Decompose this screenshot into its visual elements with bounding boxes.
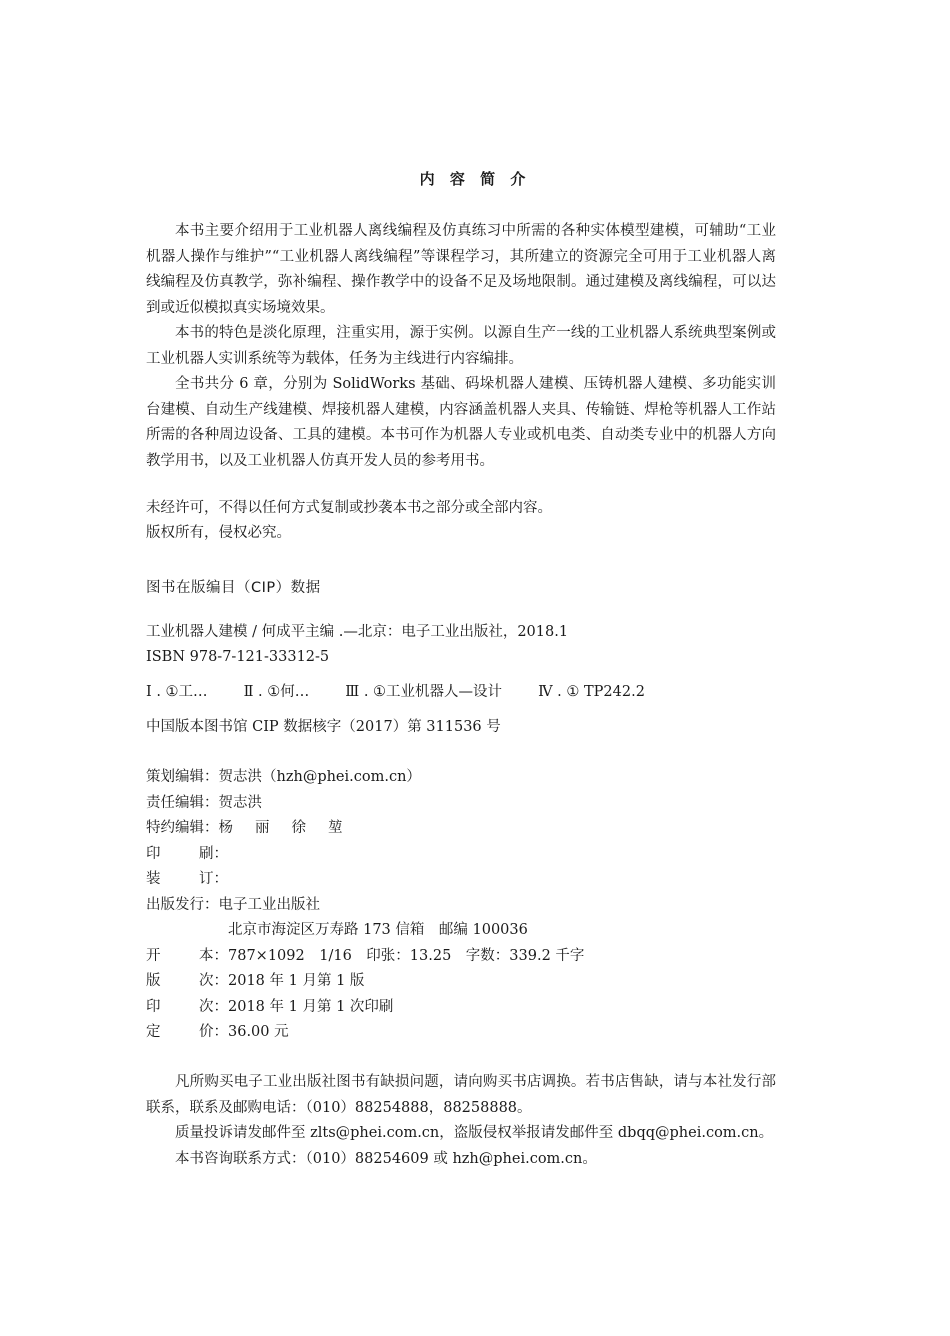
responsible-editor-value: 贺志洪 xyxy=(218,794,262,811)
printing-label-b: 刷： xyxy=(199,845,228,862)
intro-paragraph-1: 本书主要介绍用于工业机器人离线编程及仿真练习中所需的各种实体模型建模，可辅助“工业机器人操作与维护”“工业机器人离线编程”等课程学习，其所建立的资源完全可用于工业机器人离线编程及仿真教学，弥补编程、操作教学中的设备不足及场地限制。通过建模及离线编程，可以达到或近似模拟真实场境效果。 xyxy=(146,223,776,316)
classification-2: Ⅱ . ①何… xyxy=(243,684,310,700)
price-row xyxy=(146,1020,776,1046)
cip-heading-block xyxy=(146,576,776,597)
notice-section xyxy=(146,1070,776,1172)
edition-label-a: 版 xyxy=(146,973,161,989)
classification-3: Ⅲ . ①工业机器人—设计 xyxy=(345,684,503,700)
price-label-b: 价： xyxy=(199,1024,228,1040)
price-label-a: 定 xyxy=(146,1024,161,1040)
cip-record-line: 工业机器人建模 / 何成平主编 .—北京：电子工业出版社，2018.1 xyxy=(146,624,569,640)
printing-row xyxy=(146,842,776,868)
printing-label-a: 印 xyxy=(146,845,161,862)
publisher-value: 电子工业出版社 xyxy=(218,896,320,913)
classification-4: Ⅳ . ① TP242.2 xyxy=(538,684,645,700)
cip-isbn: ISBN 978-7-121-33312-5 xyxy=(146,649,330,665)
special-editor-names xyxy=(219,816,365,842)
price-value: 36.00 元 xyxy=(228,1024,289,1040)
cip-catalog xyxy=(146,715,776,740)
binding-row xyxy=(146,867,776,893)
copyright-line-2: 版权所有，侵权必究。 xyxy=(146,525,291,541)
notice-paragraph-2: 质量投诉请发邮件至 zlts@phei.com.cn，盗版侵权举报请发邮件至 dbqq@phei.com.cn。 xyxy=(175,1125,774,1141)
copyright-line-1: 未经许可，不得以任何方式复制或抄袭本书之部分或全部内容。 xyxy=(146,500,552,516)
credits-section xyxy=(146,765,776,1046)
planning-editor-row xyxy=(146,765,776,791)
cip-classification xyxy=(146,680,776,705)
edition-value: 2018 年 1 月第 1 版 xyxy=(228,973,365,989)
publisher-address: 北京市海淀区万寿路 173 信箱 邮编 100036 xyxy=(228,922,528,938)
printing-label xyxy=(146,842,228,868)
special-editor-name-4: 堃 xyxy=(328,820,343,836)
responsible-editor-row xyxy=(146,791,776,817)
special-editor-name-2: 丽 xyxy=(255,820,270,836)
format-row xyxy=(146,944,776,970)
copyright-notice xyxy=(146,496,776,546)
impression-label-b: 次： xyxy=(199,998,228,1015)
special-editor-name-1: 杨 xyxy=(218,820,233,836)
publisher-address-row xyxy=(146,918,776,944)
classification-line xyxy=(146,680,776,705)
edition-label xyxy=(146,969,228,995)
publisher-row xyxy=(146,893,776,919)
format-label xyxy=(146,944,228,970)
planning-editor-value: 贺志洪（hzh@phei.com.cn） xyxy=(218,769,421,785)
intro-paragraph-2: 本书的特色是淡化原理，注重实用，源于实例。以源自生产一线的工业机器人系统典型案例或工业机器人实训系统等为载体，任务为主线进行内容编排。 xyxy=(146,325,776,367)
publisher-label: 出版发行： xyxy=(146,896,219,913)
intro-paragraph-3: 全书共分 6 章，分别为 SolidWorks 基础、码垛机器人建模、压铸机器人建模、多功能实训台建模、自动生产线建模、焊接机器人建模，内容涵盖机器人夹具、传输链、焊枪等机器人工作站所需的各种周边设备、工具的建模。本书可作为机器人专业或机电类、自动类专业中的机器人方向教学用书，以及工业机器人仿真开发人员的参考用书。 xyxy=(146,376,776,469)
special-editor-row xyxy=(146,816,776,842)
classification-1: Ⅰ . ①工… xyxy=(146,684,208,700)
impression-value: 2018 年 1 月第 1 次印刷 xyxy=(228,998,394,1015)
special-editor-name-3: 徐 xyxy=(291,820,306,836)
impression-label xyxy=(146,995,228,1021)
binding-label xyxy=(146,867,228,893)
format-value: 787×1092 1/16 印张：13.25 字数：339.2 千字 xyxy=(228,947,585,964)
notice-paragraph-3: 本书咨询联系方式：（010）88254609 或 hzh@phei.com.cn。 xyxy=(175,1150,597,1167)
page-title: 内 容 简 介 xyxy=(419,170,531,188)
edition-label-b: 次： xyxy=(199,973,228,989)
planning-editor-label: 策划编辑： xyxy=(146,769,219,785)
format-label-b: 本： xyxy=(199,947,228,964)
price-label xyxy=(146,1020,228,1046)
impression-label-a: 印 xyxy=(146,998,161,1015)
catalog-number: 中国版本图书馆 CIP 数据核字（2017）第 311536 号 xyxy=(146,719,501,735)
edition-row xyxy=(146,969,776,995)
format-label-a: 开 xyxy=(146,947,161,964)
cip-heading: 图书在版编目（CIP）数据 xyxy=(146,580,321,596)
notice-paragraph-1: 凡所购买电子工业出版社图书有缺损问题，请向购买书店调换。若书店售缺，请与本社发行部联系，联系及邮购电话：（010）88254888，88258888。 xyxy=(146,1074,776,1116)
intro-section xyxy=(146,219,776,474)
responsible-editor-label: 责任编辑： xyxy=(146,794,219,811)
impression-row xyxy=(146,995,776,1021)
cip-record xyxy=(146,620,776,670)
binding-label-b: 订： xyxy=(199,871,228,887)
special-editor-label: 特约编辑： xyxy=(146,820,219,836)
binding-label-a: 装 xyxy=(146,871,161,887)
